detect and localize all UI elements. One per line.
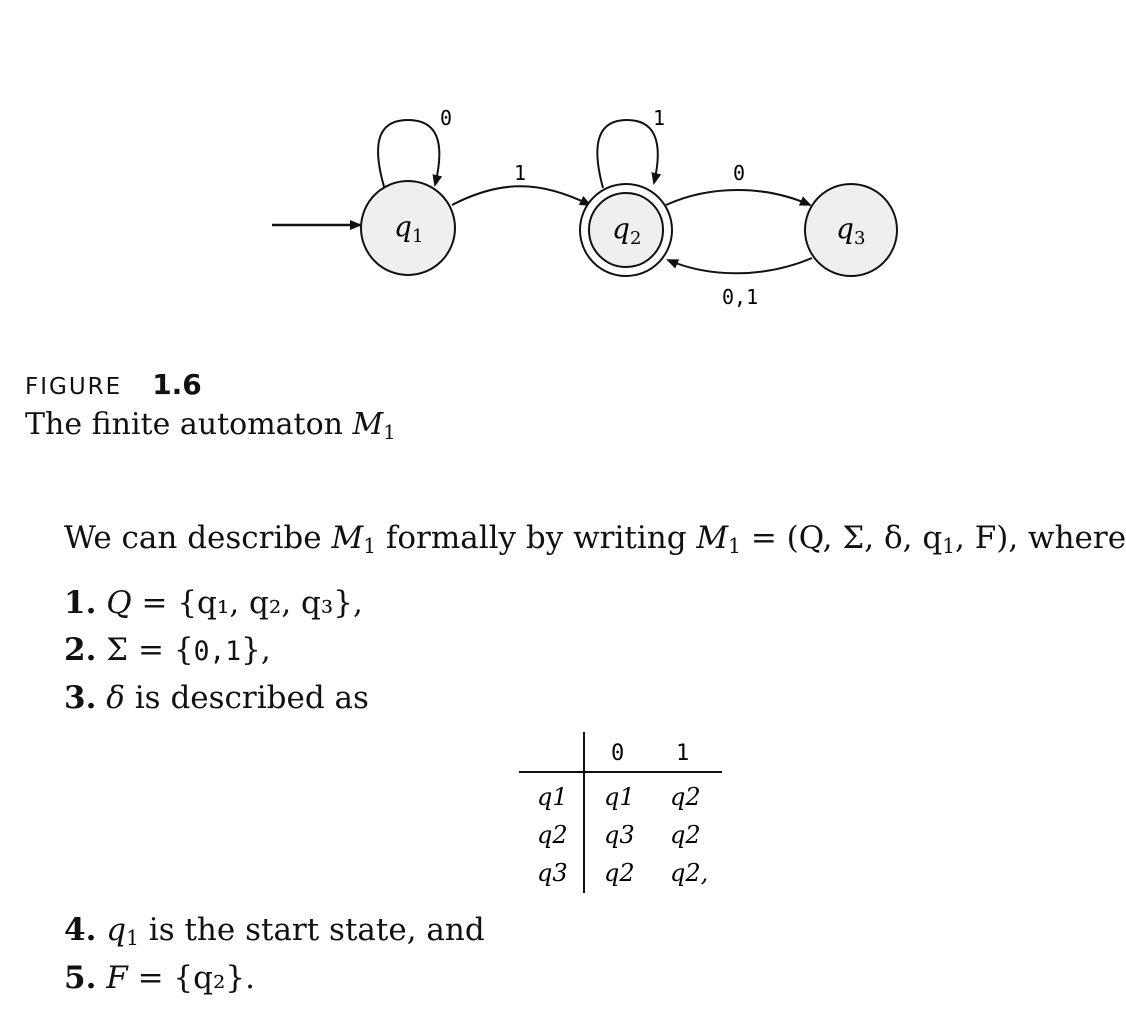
self-loop-q2 [597, 120, 657, 188]
edge-q3-q2 [668, 258, 812, 273]
table-col-0: 0 [611, 741, 625, 766]
svg-text:q1: $q_1$ [394, 210, 424, 247]
label-q1-loop: 0 [440, 106, 453, 130]
item-1: 1. Q = {q₁, q₂, q₃}, [64, 585, 363, 621]
figure-label [25, 368, 202, 401]
intro-paragraph: We can describe $M_1$ formally by writing $M_1 = (Q$, Σ, δ, $q_1$, F), where [64, 520, 1126, 559]
self-loop-q1 [378, 120, 439, 190]
label-q3-q2: 0,1 [722, 285, 759, 309]
figure-number: 1.6 [152, 368, 202, 401]
table-col-1: 1 [676, 741, 690, 766]
table-row-2-c1: q2 [670, 821, 701, 849]
label-q1-q2: 1 [514, 161, 527, 185]
table-row-3-c0: q2 [604, 859, 635, 887]
automaton-diagram [0, 0, 1083, 340]
transition-table [519, 730, 729, 895]
item-4: 4. $q_1$ is the start state, and [64, 912, 485, 951]
table-row-1-c0: q1 [604, 783, 635, 811]
table-row-3-state: q3 [537, 859, 568, 887]
edge-q1-q2 [452, 186, 590, 205]
label-q2-loop: 1 [653, 106, 666, 130]
edge-q2-q3 [666, 190, 810, 205]
table-row-2-c0: q3 [604, 821, 635, 849]
table-row-3-c1: q2, [670, 859, 709, 887]
item-2: 2. Σ = {0,1}, [64, 632, 271, 668]
label-q2-q3: 0 [733, 161, 746, 185]
state-q1 [361, 181, 455, 275]
table-row-1-c1: q2 [670, 783, 701, 811]
svg-text:q3: $q_3$ [836, 212, 866, 249]
table-row-2-state: q2 [537, 821, 568, 849]
figure-caption: The finite automaton $M_1$ [25, 407, 396, 444]
table-row-1-state: q1 [537, 783, 568, 811]
item-3: 3. δ is described as [64, 680, 369, 716]
item-5: 5. F = {q₂}. [64, 960, 256, 996]
state-q2-accepting [580, 184, 672, 276]
state-q3 [805, 184, 897, 276]
figure-word: FIGURE [25, 374, 123, 400]
svg-text:q2: $q_2$ [612, 212, 642, 249]
